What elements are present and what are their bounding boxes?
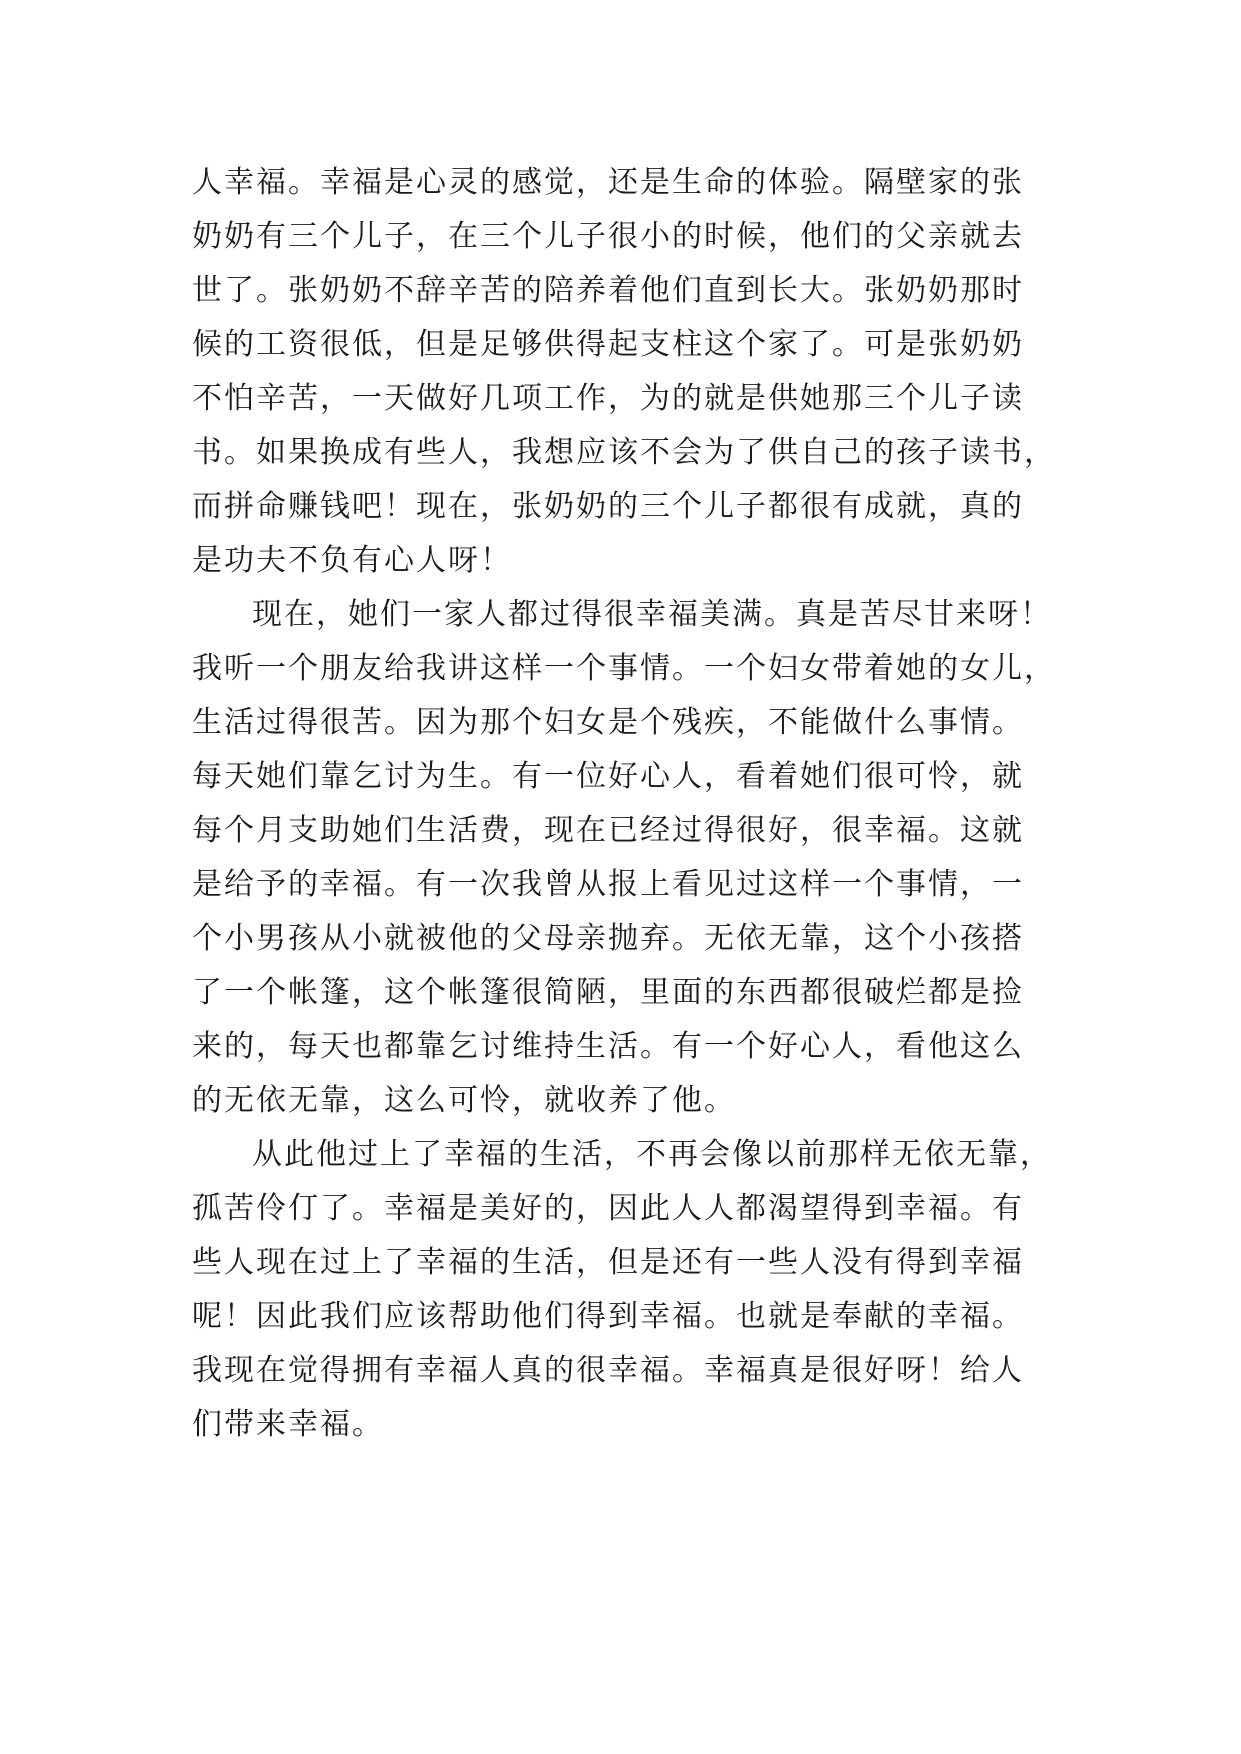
text-line: 人幸福。幸福是心灵的感觉，还是生命的体验。隔壁家的张 (192, 165, 1024, 200)
text-line: 不怕辛苦，一天做好几项工作，为的就是供她那三个儿子读 (192, 381, 1024, 416)
text-line: 我听一个朋友给我讲这样一个事情。一个妇女带着她的女儿， (192, 651, 1056, 686)
text-line: 是给予的幸福。有一次我曾从报上看见过这样一个事情，一 (192, 867, 1024, 902)
text-line: 书。如果换成有些人，我想应该不会为了供自己的孩子读书， (192, 435, 1056, 470)
text-line: 个小男孩从小就被他的父母亲抛弃。无依无靠，这个小孩搭 (192, 921, 1024, 956)
text-line: 奶奶有三个儿子，在三个儿子很小的时候，他们的父亲就去 (192, 219, 1024, 254)
text-line: 而拼命赚钱吧！现在，张奶奶的三个儿子都很有成就，真的 (192, 489, 1024, 524)
text-line: 我现在觉得拥有幸福人真的很幸福。幸福真是很好呀！给人 (192, 1353, 1024, 1388)
text-line: 的无依无靠，这么可怜，就收养了他。 (192, 1083, 736, 1118)
text-line: 些人现在过上了幸福的生活，但是还有一些人没有得到幸福 (192, 1245, 1024, 1280)
text-line: 来的，每天也都靠乞讨维持生活。有一个好心人，看他这么 (192, 1029, 1024, 1064)
text-line: 是功夫不负有心人呀！ (192, 543, 512, 578)
text-line: 呢！因此我们应该帮助他们得到幸福。也就是奉献的幸福。 (192, 1299, 1024, 1334)
text-line: 世了。张奶奶不辞辛苦的陪养着他们直到长大。张奶奶那时 (192, 273, 1024, 308)
paragraph-first-line: 从此他过上了幸福的生活，不再会像以前那样无依无靠， (252, 1137, 1052, 1172)
text-line: 每个月支助她们生活费，现在已经过得很好，很幸福。这就 (192, 813, 1024, 848)
text-line: 每天她们靠乞讨为生。有一位好心人，看着她们很可怜，就 (192, 759, 1024, 794)
text-line: 孤苦伶仃了。幸福是美好的，因此人人都渴望得到幸福。有 (192, 1191, 1024, 1226)
text-line: 生活过得很苦。因为那个妇女是个残疾，不能做什么事情。 (192, 705, 1024, 740)
text-line: 了一个帐篷，这个帐篷很简陋，里面的东西都很破烂都是捡 (192, 975, 1024, 1010)
text-line: 候的工资很低，但是足够供得起支柱这个家了。可是张奶奶 (192, 327, 1024, 362)
paragraph-first-line: 现在，她们一家人都过得很幸福美满。真是苦尽甘来呀！ (252, 597, 1052, 632)
text-line: 们带来幸福。 (192, 1407, 384, 1442)
